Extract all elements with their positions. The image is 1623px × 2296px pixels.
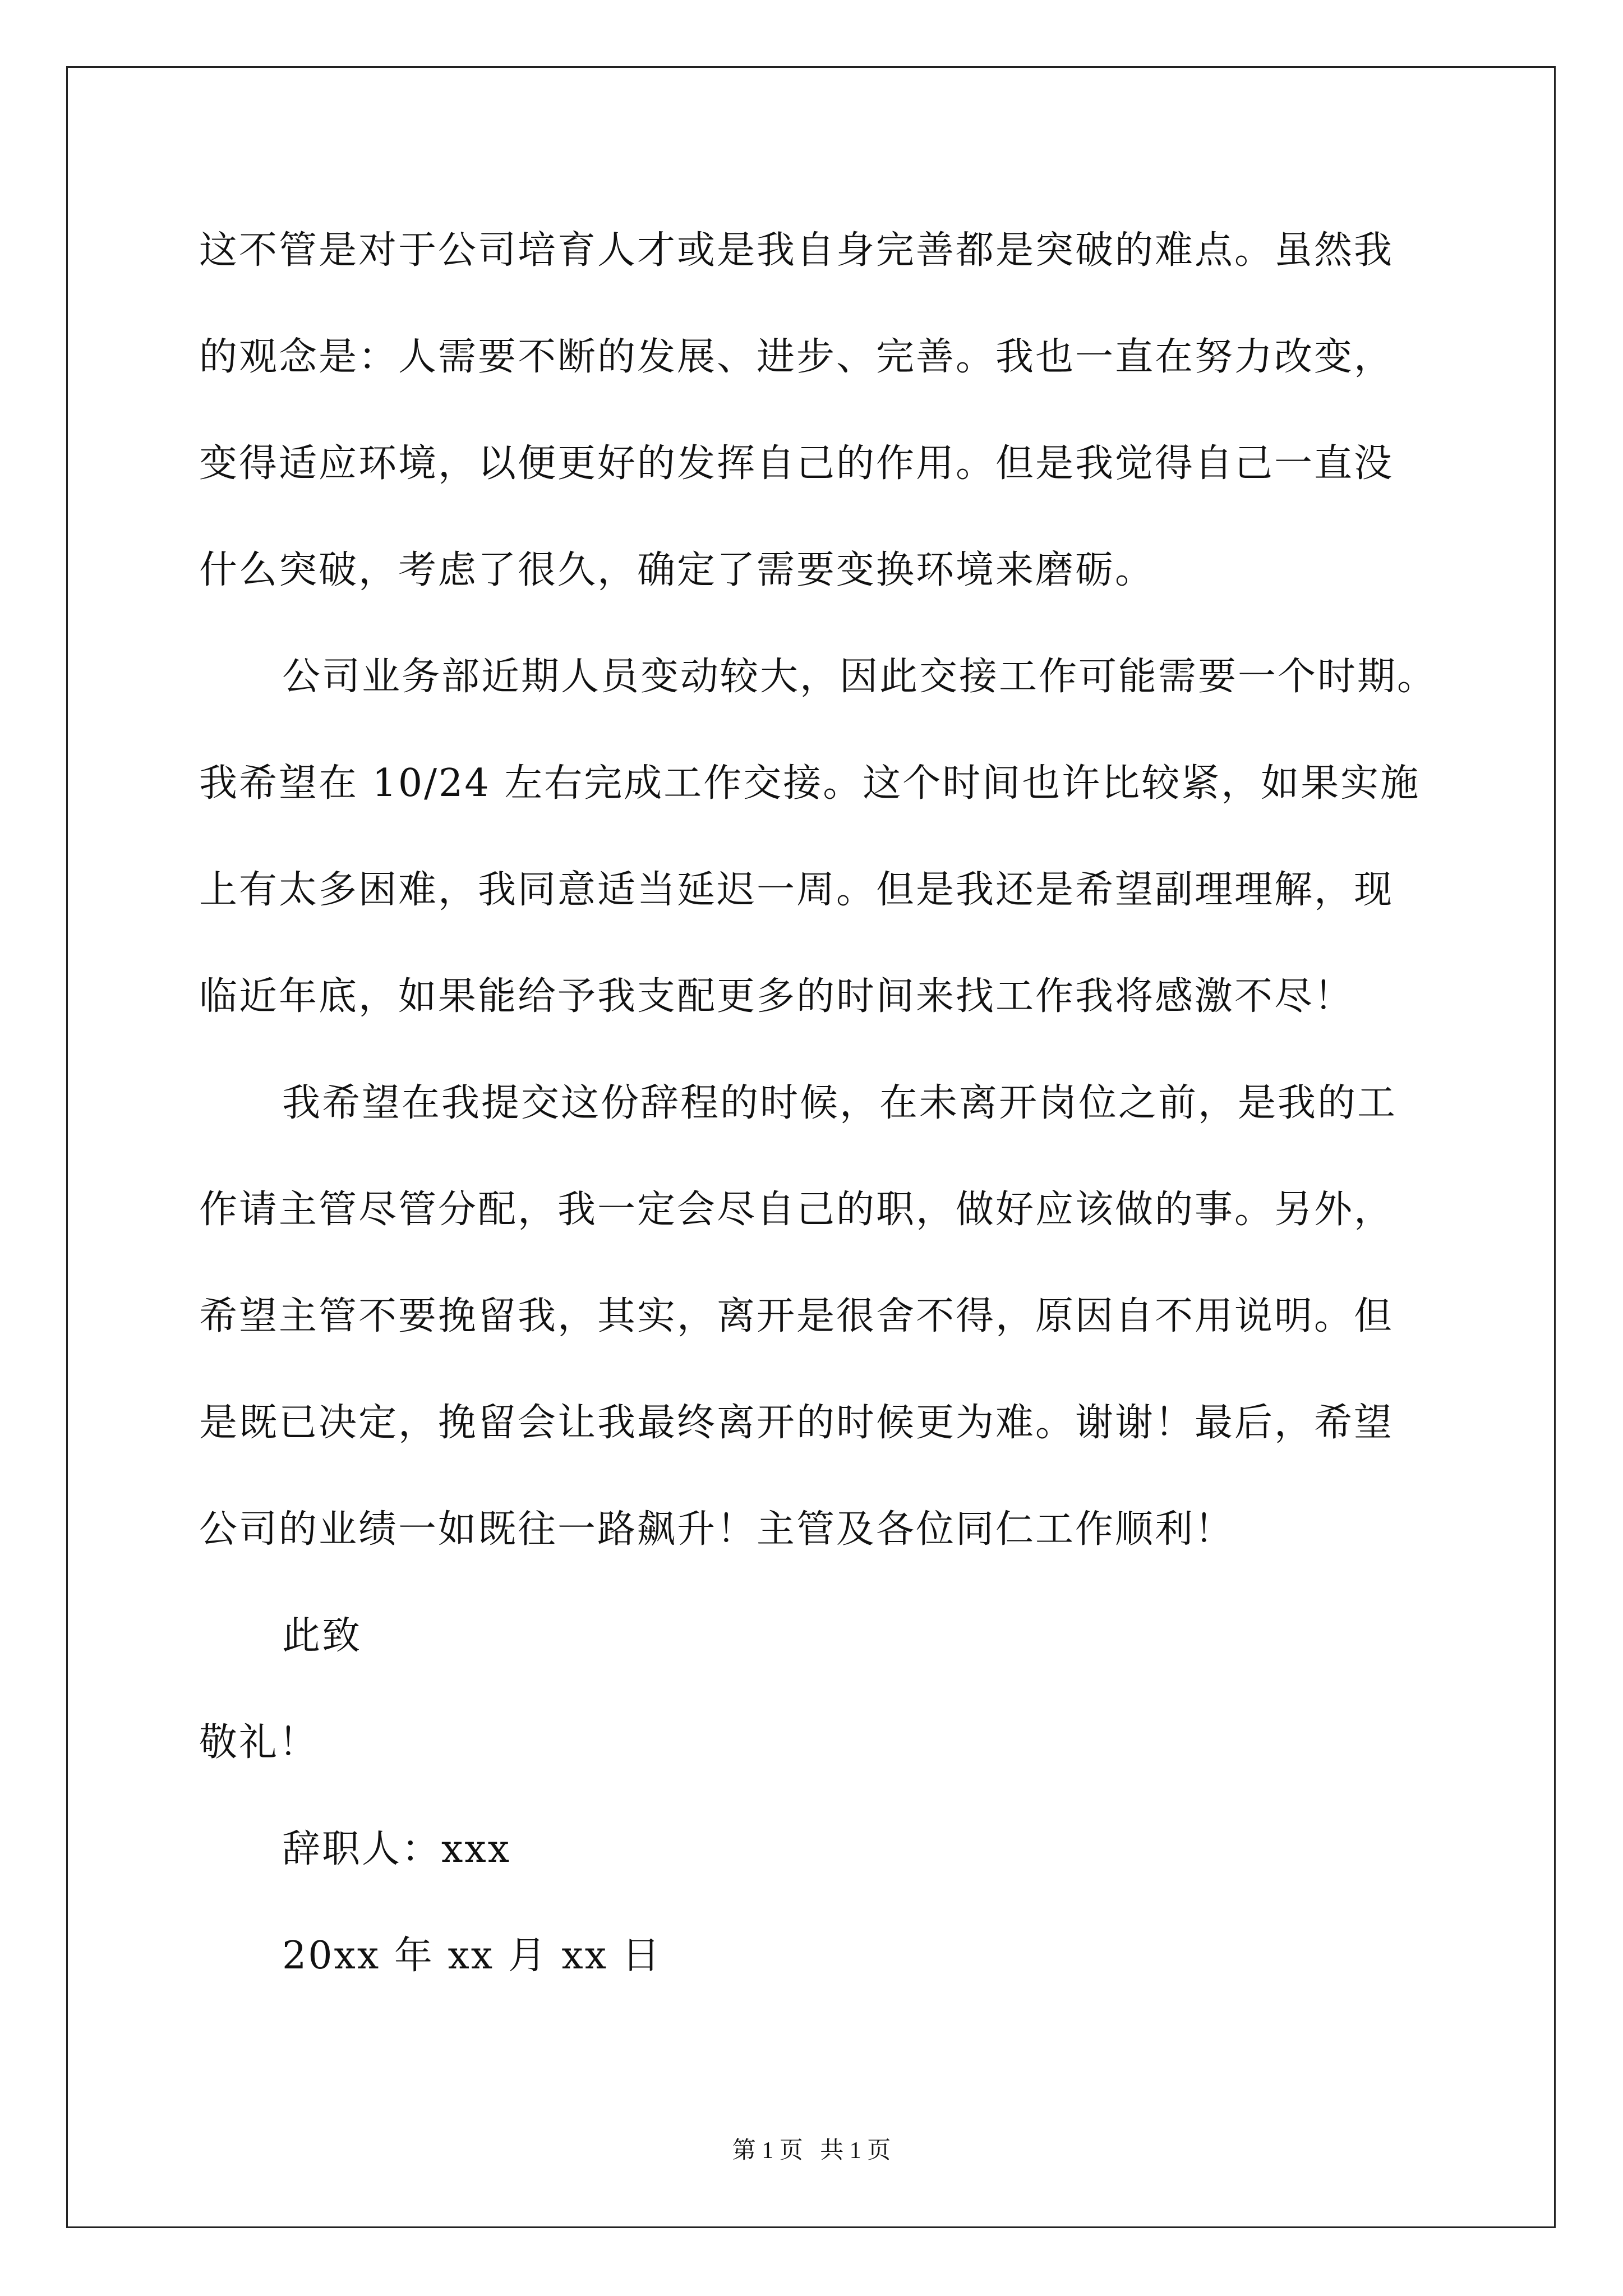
salute-text: 敬礼！ [199,1720,319,1765]
page-border [66,66,1556,2228]
page-footer [0,2132,1623,2165]
body-line: 这不管是对于公司培育人才或是我自身完善都是突破的难点。虽然我 [199,228,1394,273]
body-line: 变得适应环境，以便更好的发挥自己的作用。但是我觉得自己一直没 [199,441,1394,486]
page-number: 第 1 页 [732,2138,803,2164]
body-line: 什么突破，考虑了很久，确定了需要变换环境来磨砺。 [199,548,1155,592]
date-text: 20xx 年 xx 月 xx 日 [282,1934,662,1978]
body-line: 临近年底，如果能给予我支配更多的时间来找工作我将感激不尽！ [199,974,1354,1019]
signature-text: 辞职人：xxx [282,1827,511,1871]
body-line: 的观念是：人需要不断的发展、进步、完善。我也一直在努力改变， [199,335,1394,379]
body-line: 是既已决定，挽留会让我最终离开的时候更为难。谢谢！最后，希望 [199,1401,1394,1445]
body-line: 希望主管不要挽留我，其实，离开是很舍不得，原因自不用说明。但 [199,1294,1394,1338]
page-total: 共 1 页 [820,2138,891,2164]
closing-text: 此致 [282,1614,362,1658]
body-line: 我希望在 10/24 左右完成工作交接。这个时间也许比较紧，如果实施 [199,761,1421,806]
body-line: 作请主管尽管分配，我一定会尽自己的职，做好应该做的事。另外， [199,1188,1394,1232]
body-line: 上有太多困难，我同意适当延迟一周。但是我还是希望副理理解，现 [199,868,1394,912]
body-line: 我希望在我提交这份辞程的时候，在未离开岗位之前，是我的工 [282,1081,1398,1125]
body-line: 公司业务部近期人员变动较大，因此交接工作可能需要一个时期。 [282,655,1437,699]
body-line: 公司的业绩一如既往一路飙升！主管及各位同仁工作顺利！ [199,1507,1235,1552]
